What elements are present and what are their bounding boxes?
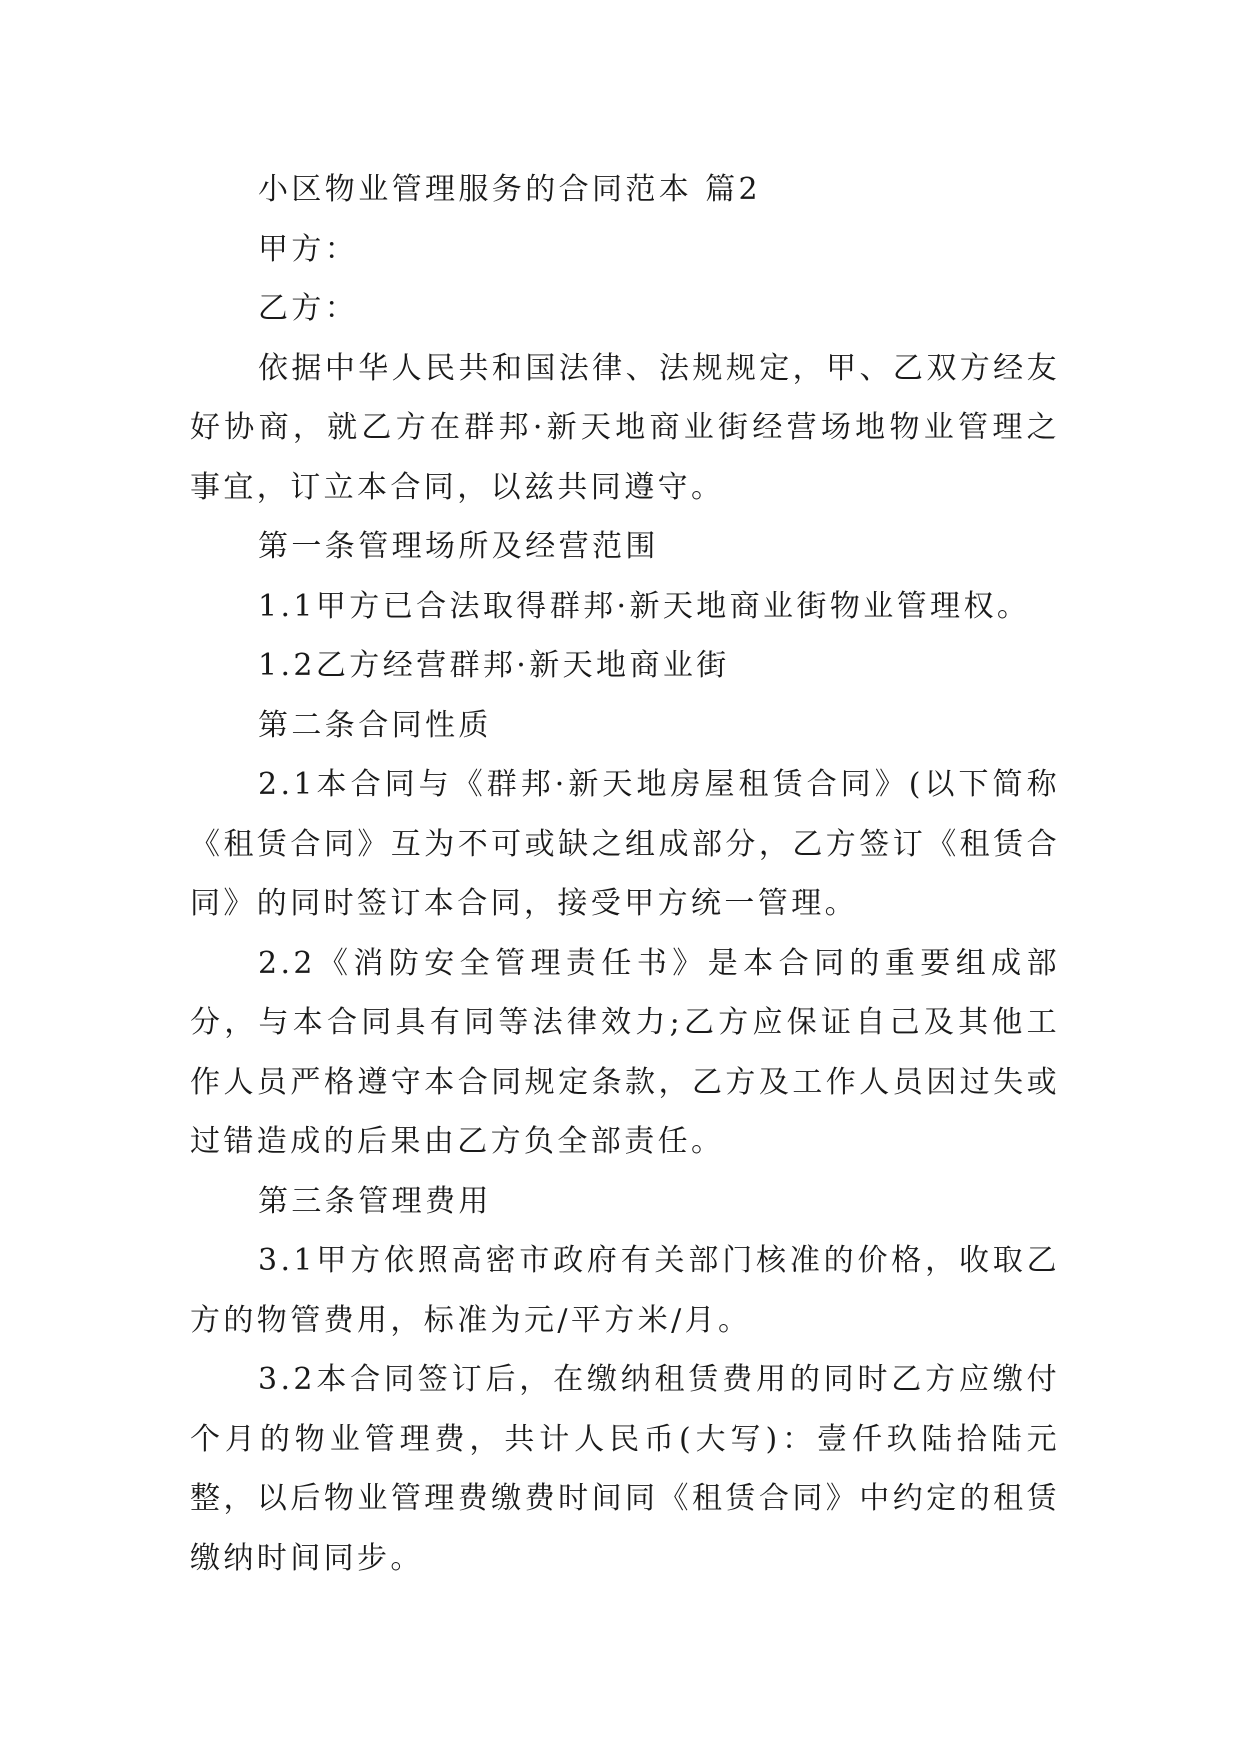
clause-3-2: 3.2本合同签订后，在缴纳租赁费用的同时乙方应缴付个月的物业管理费，共计人民币(大写)：壹仟玖陆拾陆元整，以后物业管理费缴费时间同《租赁合同》中约定的租赁缴纳时间同步。 [190,1362,1060,1576]
article-3-heading: 第三条管理费用 [258,1183,492,1219]
preamble-paragraph: 依据中华人民共和国法律、法规规定，甲、乙双方经友好协商，就乙方在群邦·新天地商业街经营场地物业管理之事宜，订立本合同，以兹共同遵守。 [190,350,1060,505]
document-title: 小区物业管理服务的合同范本 篇2 [258,172,762,207]
article-2-heading: 第二条合同性质 [258,707,492,743]
clause-1-2: 1.2乙方经营群邦·新天地商业街 [258,648,730,683]
clause-2-1: 2.1本合同与《群邦·新天地房屋租赁合同》(以下简称《租赁合同》互为不可或缺之组成部分，乙方签订《租赁合同》的同时签订本合同，接受甲方统一管理。 [190,767,1060,921]
party-a-line: 甲方： [258,231,359,267]
clause-3-1: 3.1甲方依照高密市政府有关部门核准的价格，收取乙方的物管费用，标准为元/平方米/月。 [190,1243,1060,1338]
article-1-heading: 第一条管理场所及经营范围 [258,529,659,564]
document-body [190,160,1060,1588]
clause-1-1: 1.1甲方已合法取得群邦·新天地商业街物业管理权。 [258,588,1031,624]
clause-2-2: 2.2《消防安全管理责任书》是本合同的重要组成部分，与本合同具有同等法律效力;乙方应保证自己及其他工作人员严格遵守本合同规定条款，乙方及工作人员因过失或过错造成的后果由乙方负全部责任。 [190,945,1060,1159]
party-b-line: 乙方： [258,291,359,326]
